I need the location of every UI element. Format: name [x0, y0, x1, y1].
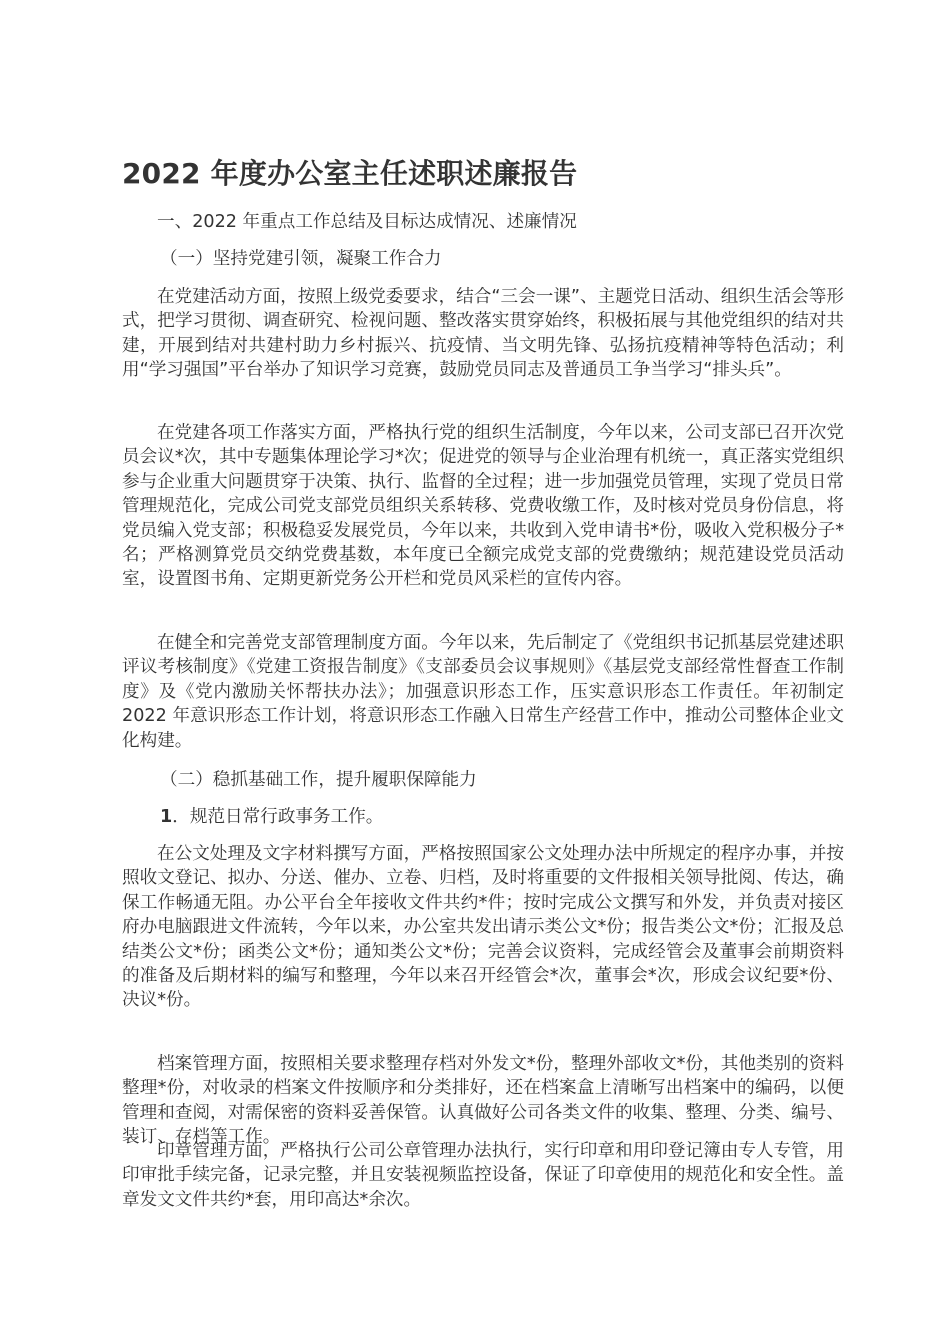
document-title: 2022 年度办公室主任述职述廉报告	[122, 157, 578, 190]
paragraph-archive-management: 档案管理方面，按照相关要求整理存档对外发文*份，整理外部收文*份，其他类别的资料整理*份，对收录的档案文件按顺序和分类排好，还在档案盒上清晰写出档案中的编码，以便管理和查阅，对需保密的资料妥善保管。认真做好公司各类文件的收集、整理、分类、编号、装订、存档等工作。	[122, 1054, 844, 1148]
subsection-heading-2: （二）稳抓基础工作，提升履职保障能力	[160, 770, 477, 790]
paragraph-party-management-system: 在健全和完善党支部管理制度方面。今年以来，先后制定了《党组织书记抓基层党建述职评议考核制度》《党建工资报告制度》《支部委员会议事规则》《基层党支部经常性督查工作制度》及《党内激励关怀帮扶办法》；加强意识形态工作，压实意识形态工作责任。年初制定 2022 年意识形态工作计划，将意识形态工作融入日常生产经营工作中，推动公司整体企业文化构建。	[122, 633, 844, 751]
section-heading-1	[157, 210, 844, 234]
numbered-item-1-text: ．规范日常行政事务工作。	[172, 807, 384, 827]
numbered-item-1	[160, 805, 847, 829]
paragraph-document-handling: 在公文处理及文字材料撰写方面，严格按照国家公文处理办法中所规定的程序办事，并按照收文登记、拟办、分送、催办、立卷、归档，及时将重要的文件报相关领导批阅、传达，确保工作畅通无阻。办公平台全年接收文件共约*件；按时完成公文撰写和外发，并负责对接区府办电脑跟进文件流转，今年以来，办公室共发出请示类公文*份；报告类公文*份；汇报及总结类公文*份；函类公文*份；通知类公文*份；完善会议资料，完成经管会及董事会前期资料的准备及后期材料的编写和整理，今年以来召开经管会*次，董事会*次，形成会议纪要*份、决议*份。	[122, 844, 844, 1011]
paragraph-party-activities: 在党建活动方面，按照上级党委要求，结合“三会一课”、主题党日活动、组织生活会等形式，把学习贯彻、调查研究、检视问题、整改落实贯穿始终，积极拓展与其他党组织的结对共建，开展到结对共建村助力乡村振兴、抗疫情、当文明先锋、弘扬抗疫精神等特色活动；利用“学习强国”平台举办了知识学习竞赛，鼓励党员同志及普通员工争当学习“排头兵”。	[122, 287, 844, 381]
section-heading-1-text: 一、2022 年重点工作总结及目标达成情况、述廉情况	[157, 212, 577, 232]
paragraph-party-work-implementation: 在党建各项工作落实方面，严格执行党的组织生活制度，今年以来，公司支部已召开次党员会议*次，其中专题集体理论学习*次；促进党的领导与企业治理有机统一，真正落实党组织参与企业重大问题贯穿于决策、执行、监督的全过程；进一步加强党员管理，实现了党员日常管理规范化，完成公司党支部党员组织关系转移、党费收缴工作，及时核对党员身份信息，将党员编入党支部；积极稳妥发展党员，今年以来，共收到入党申请书*份，吸收入党积极分子*名；严格测算党员交纳党费基数，本年度已全额完成党支部的党费缴纳；规范建设党员活动室，设置图书角、定期更新党务公开栏和党员风采栏的宣传内容。	[122, 423, 844, 590]
numbered-item-1-number: 1	[160, 807, 173, 827]
paragraph-seal-management: 印章管理方面，严格执行公司公章管理办法执行，实行印章和用印登记簿由专人专管，用印审批手续完备，记录完整，并且安装视频监控设备，保证了印章使用的规范化和安全性。盖章发文文件共约*套，用印高达*余次。	[122, 1141, 844, 1210]
subsection-heading-1: （一）坚持党建引领，凝聚工作合力	[160, 249, 442, 269]
